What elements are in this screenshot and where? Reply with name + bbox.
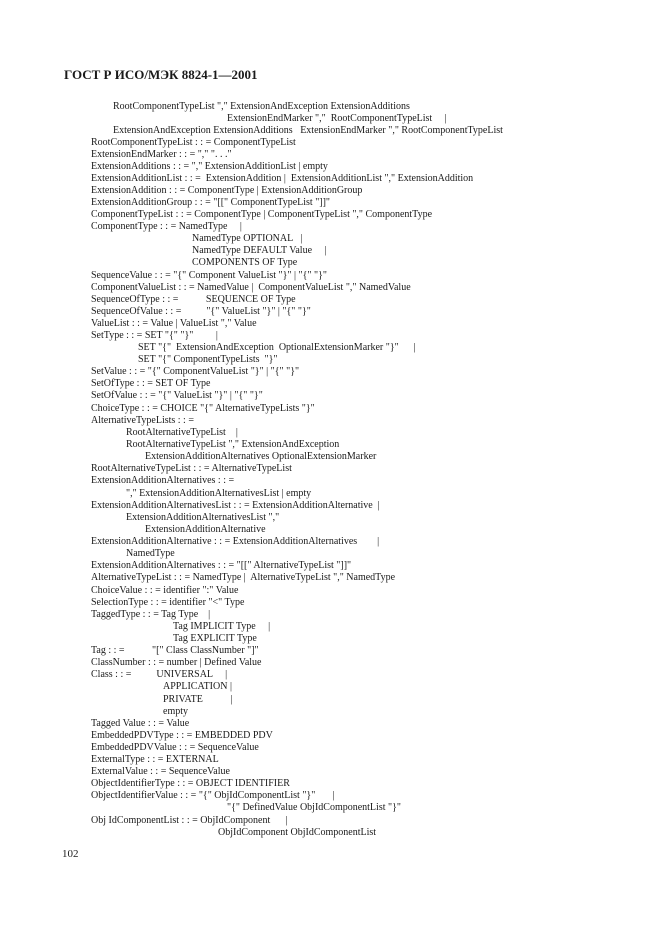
text-line: ExtensionAdditionAlternatives : : = "[[" AlternativeTypeList "]]": [91, 560, 352, 571]
text-line: ExtensionAdditionGroup : : = "[[" ComponentTypeList "]]": [91, 197, 331, 208]
text-line: SelectionType : : = identifier "<" Type: [91, 597, 245, 608]
text-line: RootAlternativeTypeList "," ExtensionAndException: [126, 439, 340, 450]
text-line: Tag EXPLICIT Type: [173, 633, 257, 644]
text-line: SET "{" ComponentTypeLists "}": [138, 354, 278, 365]
text-line: SET "{" ExtensionAndException OptionalExtensionMarker "}" |: [138, 342, 416, 353]
text-line: ExtensionEndMarker : : = "," ". . .": [91, 149, 232, 160]
text-line: ExtensionAdditionAlternative: [145, 524, 266, 535]
text-line: ComponentValueList : : = NamedValue | ComponentValueList "," NamedValue: [91, 282, 411, 293]
text-line: RootComponentTypeList "," ExtensionAndException ExtensionAdditions: [113, 101, 410, 112]
text-line: ExtensionAndException ExtensionAdditions ExtensionEndMarker "," RootComponentTypeList: [113, 125, 503, 136]
text-line: ValueList : : = Value | ValueList "," Value: [91, 318, 257, 329]
text-line: NamedType DEFAULT Value |: [192, 245, 327, 256]
text-line: TaggedType : : = Tag Type |: [91, 609, 211, 620]
text-line: SequenceOfValue : : = "{" ValueList "}" | "{" "}": [91, 306, 311, 317]
text-line: ExternalValue : : = SequenceValue: [91, 766, 230, 777]
text-line: AlternativeTypeLists : : =: [91, 415, 194, 426]
text-line: NamedType OPTIONAL |: [192, 233, 303, 244]
text-line: SetType : : = SET "{" "}" |: [91, 330, 218, 341]
text-line: Tag : : = "[" Class ClassNumber "]": [91, 645, 259, 656]
text-line: SetOfType : : = SET OF Type: [91, 378, 211, 389]
text-line: EmbeddedPDVValue : : = SequenceValue: [91, 742, 259, 753]
text-line: Tagged Value : : = Value: [91, 718, 190, 729]
text-line: ObjectIdentifierValue : : = "{" ObjIdComponentList "}" |: [91, 790, 335, 801]
text-line: AlternativeTypeList : : = NamedType | AlternativeTypeList "," NamedType: [91, 572, 396, 583]
text-line: SetValue : : = "{" ComponentValueList "}" | "{" "}": [91, 366, 300, 377]
text-line: NamedType: [126, 548, 175, 559]
text-line: RootAlternativeTypeList : : = AlternativeTypeList: [91, 463, 292, 474]
text-line: SequenceValue : : = "{" Component ValueList "}" | "{" "}": [91, 270, 327, 281]
text-line: RootComponentTypeList : : = ComponentTypeList: [91, 137, 296, 148]
text-line: ObjectIdentifierType : : = OBJECT IDENTIFIER: [91, 778, 290, 789]
text-line: empty: [163, 706, 188, 717]
text-line: SequenceOfType : : = SEQUENCE OF Type: [91, 294, 296, 305]
text-line: ExtensionAdditionList : : = ExtensionAddition | ExtensionAdditionList "," ExtensionAddition: [91, 173, 474, 184]
text-line: ExtensionAdditionAlternativesList : : = ExtensionAdditionAlternative |: [91, 500, 380, 511]
text-line: ChoiceType : : = CHOICE "{" AlternativeTypeLists "}": [91, 403, 315, 414]
text-line: COMPONENTS OF Type: [192, 257, 298, 268]
text-line: RootAlternativeTypeList |: [126, 427, 238, 438]
text-line: ExternalType : : = EXTERNAL: [91, 754, 219, 765]
text-line: ExtensionAddition : : = ComponentType | ExtensionAdditionGroup: [91, 185, 363, 196]
text-line: ComponentTypeList : : = ComponentType | ComponentTypeList "," ComponentType: [91, 209, 433, 220]
text-line: ExtensionAdditionAlternatives OptionalExtensionMarker: [145, 451, 377, 462]
page-header: ГОСТ Р ИСО/МЭК 8824-1—2001: [64, 67, 258, 82]
text-line: "," ExtensionAdditionAlternativesList | empty: [126, 488, 312, 499]
text-line: ObjIdComponent ObjIdComponentList: [218, 827, 377, 838]
text-line: APPLICATION |: [163, 681, 232, 692]
text-line: EmbeddedPDVType : : = EMBEDDED PDV: [91, 730, 273, 741]
text-line: ExtensionAdditionAlternatives : : =: [91, 475, 235, 486]
text-line: Tag IMPLICIT Type |: [173, 621, 271, 632]
text-line: ClassNumber : : = number | Defined Value: [91, 657, 262, 668]
text-line: ExtensionAdditions : : = "," ExtensionAdditionList | empty: [91, 161, 328, 172]
text-line: Obj IdComponentList : : = ObjIdComponent |: [91, 815, 288, 826]
text-line: SetOfValue : : = "{" ValueList "}" | "{" "}": [91, 390, 263, 401]
text-line: ExtensionAdditionAlternativesList ",": [126, 512, 280, 523]
text-line: ComponentType : : = NamedType |: [91, 221, 242, 232]
text-line: ExtensionAdditionAlternative : : = ExtensionAdditionAlternatives |: [91, 536, 380, 547]
text-line: "{" DefinedValue ObjIdComponentList "}": [227, 802, 401, 813]
text-line: ExtensionEndMarker "," RootComponentTypeList |: [227, 113, 447, 124]
text-line: ChoiceValue : : = identifier ":" Value: [91, 585, 239, 596]
text-line: PRIVATE |: [163, 694, 233, 705]
text-line: Class : : = UNIVERSAL |: [91, 669, 228, 680]
page-number: 102: [62, 848, 79, 860]
